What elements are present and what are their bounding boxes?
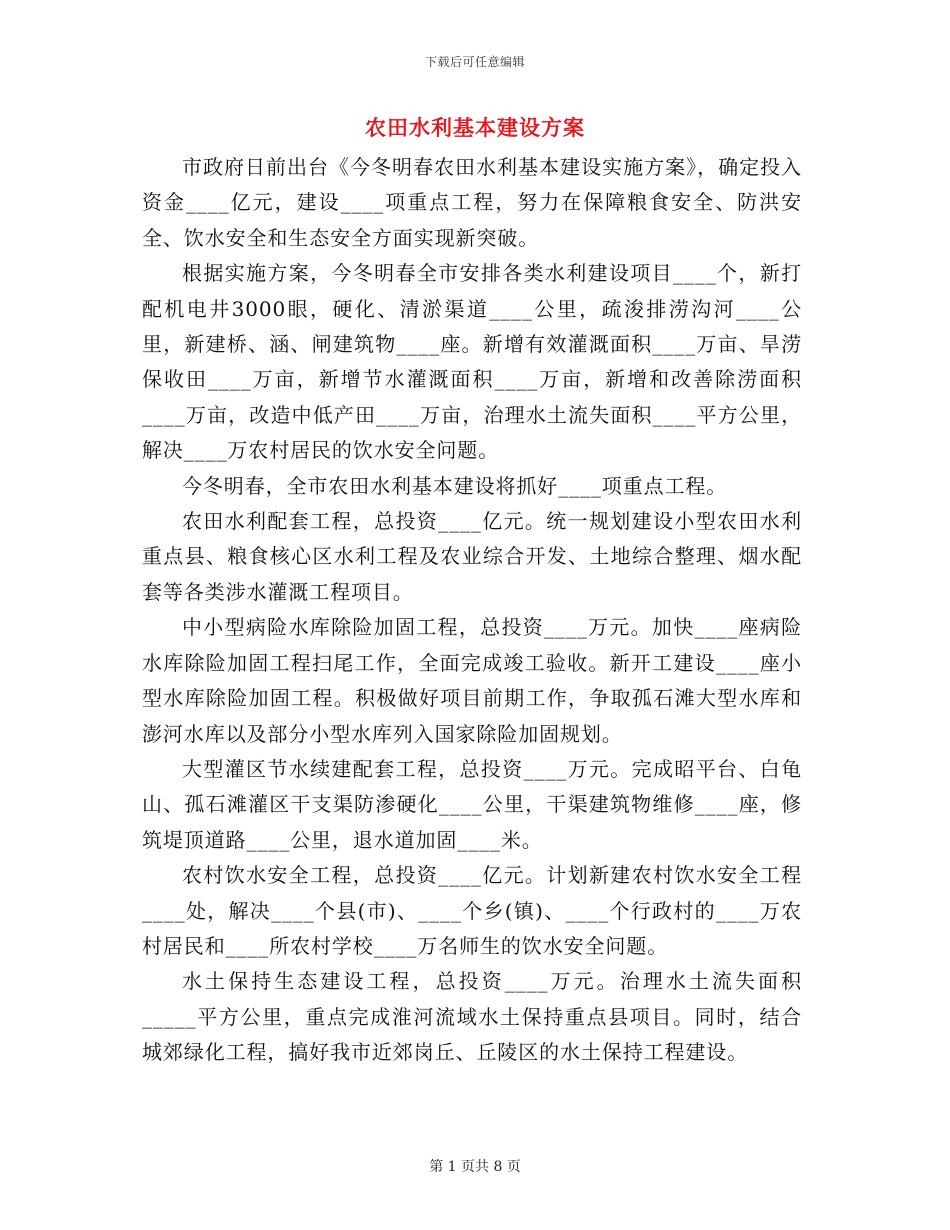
paragraph-drinking-water: 农村饮水安全工程，总投资____亿元。计划新建农村饮水安全工程____处，解决____个县(市)、____个乡(镇)、____个行政村的____万农村居民和____所农村学校____万名师生的饮水安全问题。 [142,863,802,958]
paragraph-plan-overview: 根据实施方案，今冬明春全市安排各类水利建设项目____个，新打配机电井3000眼，硬化、清淤渠道____公里，疏浚排涝沟河____公里，新建桥、涵、闸建筑物____座。新增有效灌溉面积____万亩、旱涝保收田____万亩，新增节水灌溉面积____万亩，新增和改善除涝面积____万亩，改造中低产田____万亩，治理水土流失面积____平方公里，解决____万农村居民的饮水安全问题。 [142,261,802,463]
paragraph-irrigation-support: 农田水利配套工程，总投资____亿元。统一规划建设小型农田水利重点县、粮食核心区水利工程及农业综合开发、土地综合整理、烟水配套等各类涉水灌溉工程项目。 [142,509,802,604]
document-title: 农田水利基本建设方案 [365,115,585,140]
paragraph-reservoir-reinforcement: 中小型病险水库除险加固工程，总投资____万元。加快____座病险水库除险加固工程扫尾工作，全面完成竣工验收。新开工建设____座小型水库除险加固工程。积极做好项目前期工作，争取孤石滩大型水库和澎河水库以及部分小型水库列入国家除险加固规划。 [142,615,802,746]
document-body [142,150,802,1071]
paragraph-soil-conservation: 水土保持生态建设工程，总投资____万元。治理水土流失面积_____平方公里，重点完成淮河流域水土保持重点县项目。同时，结合城郊绿化工程，搞好我市近郊岗丘、丘陵区的水土保持工程建设。 [142,969,802,1065]
paragraph-intro: 市政府日前出台《今冬明春农田水利基本建设实施方案》，确定投入资金____亿元，建设____项重点工程，努力在保障粮食安全、防洪安全、饮水安全和生态安全方面实现新突破。 [142,155,802,250]
page-number: 第 1 页共 8 页 [429,1159,521,1175]
header-note: 下载后可任意编辑 [424,55,525,69]
paragraph-irrigation-district: 大型灌区节水续建配套工程，总投资____万元。完成昭平台、白龟山、孤石滩灌区干支渠防渗硬化____公里，干渠建筑物维修____座，修筑堤顶道路____公里，退水道加固____米。 [142,756,802,852]
paragraph-key-projects: 今冬明春，全市农田水利基本建设将抓好____项重点工程。 [182,473,728,498]
